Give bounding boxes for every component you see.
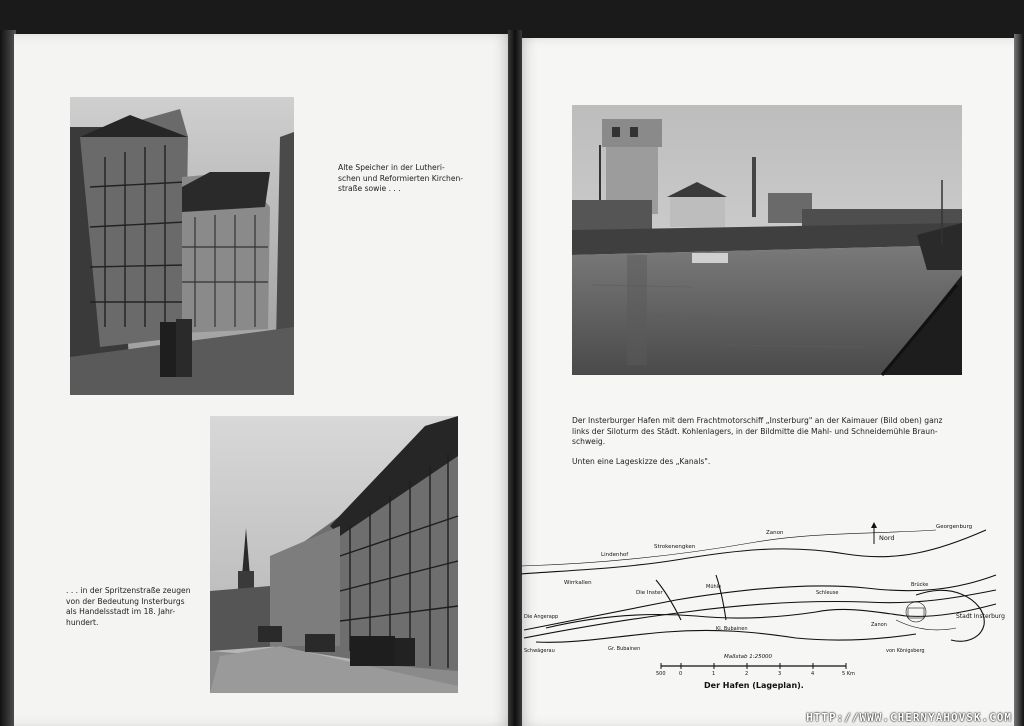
harbor-sketch-map bbox=[516, 520, 1006, 690]
map-label: von Königsberg bbox=[886, 648, 925, 654]
map-label: Gr. Bubainen bbox=[608, 646, 641, 652]
map-label: Strokenengken bbox=[654, 544, 696, 550]
caption-left-top bbox=[338, 163, 488, 195]
caption-line: links der Siloturm des Städt. Kohlenlagers, in der Bildmitte die Mahl- und Schneidemühle Braun- bbox=[572, 426, 938, 436]
map-scale-bar bbox=[661, 663, 846, 669]
map-label: Zanon bbox=[766, 530, 784, 536]
caption-line: von der Bedeutung Insterburgs bbox=[66, 596, 185, 606]
map-label: Kl. Bubainen bbox=[716, 626, 748, 632]
map-label: Die Angerapp bbox=[524, 614, 559, 620]
map-label: Die Inster bbox=[636, 590, 663, 596]
book-right-edge bbox=[1014, 34, 1024, 726]
caption-line: straße sowie . . . bbox=[338, 184, 401, 193]
map-scale-label: Maßstab 1:25000 bbox=[724, 654, 773, 660]
caption-right-sub: Unten eine Lageskizze des „Kanals". bbox=[572, 457, 711, 466]
caption-line: als Handelsstadt im 18. Jahr- bbox=[66, 607, 176, 616]
caption-line: schweig. bbox=[572, 437, 606, 446]
caption-line: Alte Speicher in der Lutheri- bbox=[338, 163, 445, 172]
map-label: Zanon bbox=[871, 622, 887, 628]
map-label: Wirrkallen bbox=[564, 580, 592, 586]
photo-spritzenstrasse bbox=[210, 416, 458, 693]
caption-line: schen und Reformierten Kirchen- bbox=[338, 173, 464, 183]
map-label: Schwägerau bbox=[524, 648, 555, 654]
caption-line: . . . in der Spritzenstraße zeugen bbox=[66, 586, 191, 595]
map-label: Lindenhof bbox=[601, 552, 629, 558]
scale-tick: 2 bbox=[745, 671, 749, 677]
map-label: Brücke bbox=[911, 582, 929, 588]
map-label: Mühle bbox=[706, 584, 722, 590]
scale-tick: 1 bbox=[712, 671, 716, 677]
map-label: Georgenburg bbox=[936, 524, 973, 530]
map-title: Der Hafen (Lageplan). bbox=[704, 681, 804, 690]
map-label: Schleuse bbox=[816, 590, 839, 596]
scale-tick: 3 bbox=[778, 671, 782, 677]
site-watermark: HTTP://WWW.CHERNYAHOVSK.COM bbox=[806, 711, 1012, 724]
caption-left-bottom bbox=[66, 586, 206, 628]
scale-tick: 4 bbox=[811, 671, 815, 677]
caption-right-main bbox=[572, 416, 972, 448]
scale-tick: 0 bbox=[679, 671, 683, 677]
scale-tick: 500 bbox=[656, 671, 666, 677]
map-label-north: Nord bbox=[879, 534, 895, 542]
scale-tick: 5 Km bbox=[842, 671, 855, 677]
photo-old-warehouses bbox=[70, 97, 294, 395]
caption-line: hundert. bbox=[66, 617, 99, 627]
map-label: Stadt Insterburg bbox=[956, 613, 1005, 620]
caption-line: Der Insterburger Hafen mit dem Frachtmotorschiff „Insterburg" an der Kaimauer (Bild oben) ganz bbox=[572, 416, 943, 425]
photo-insterburg-harbor bbox=[572, 105, 962, 375]
